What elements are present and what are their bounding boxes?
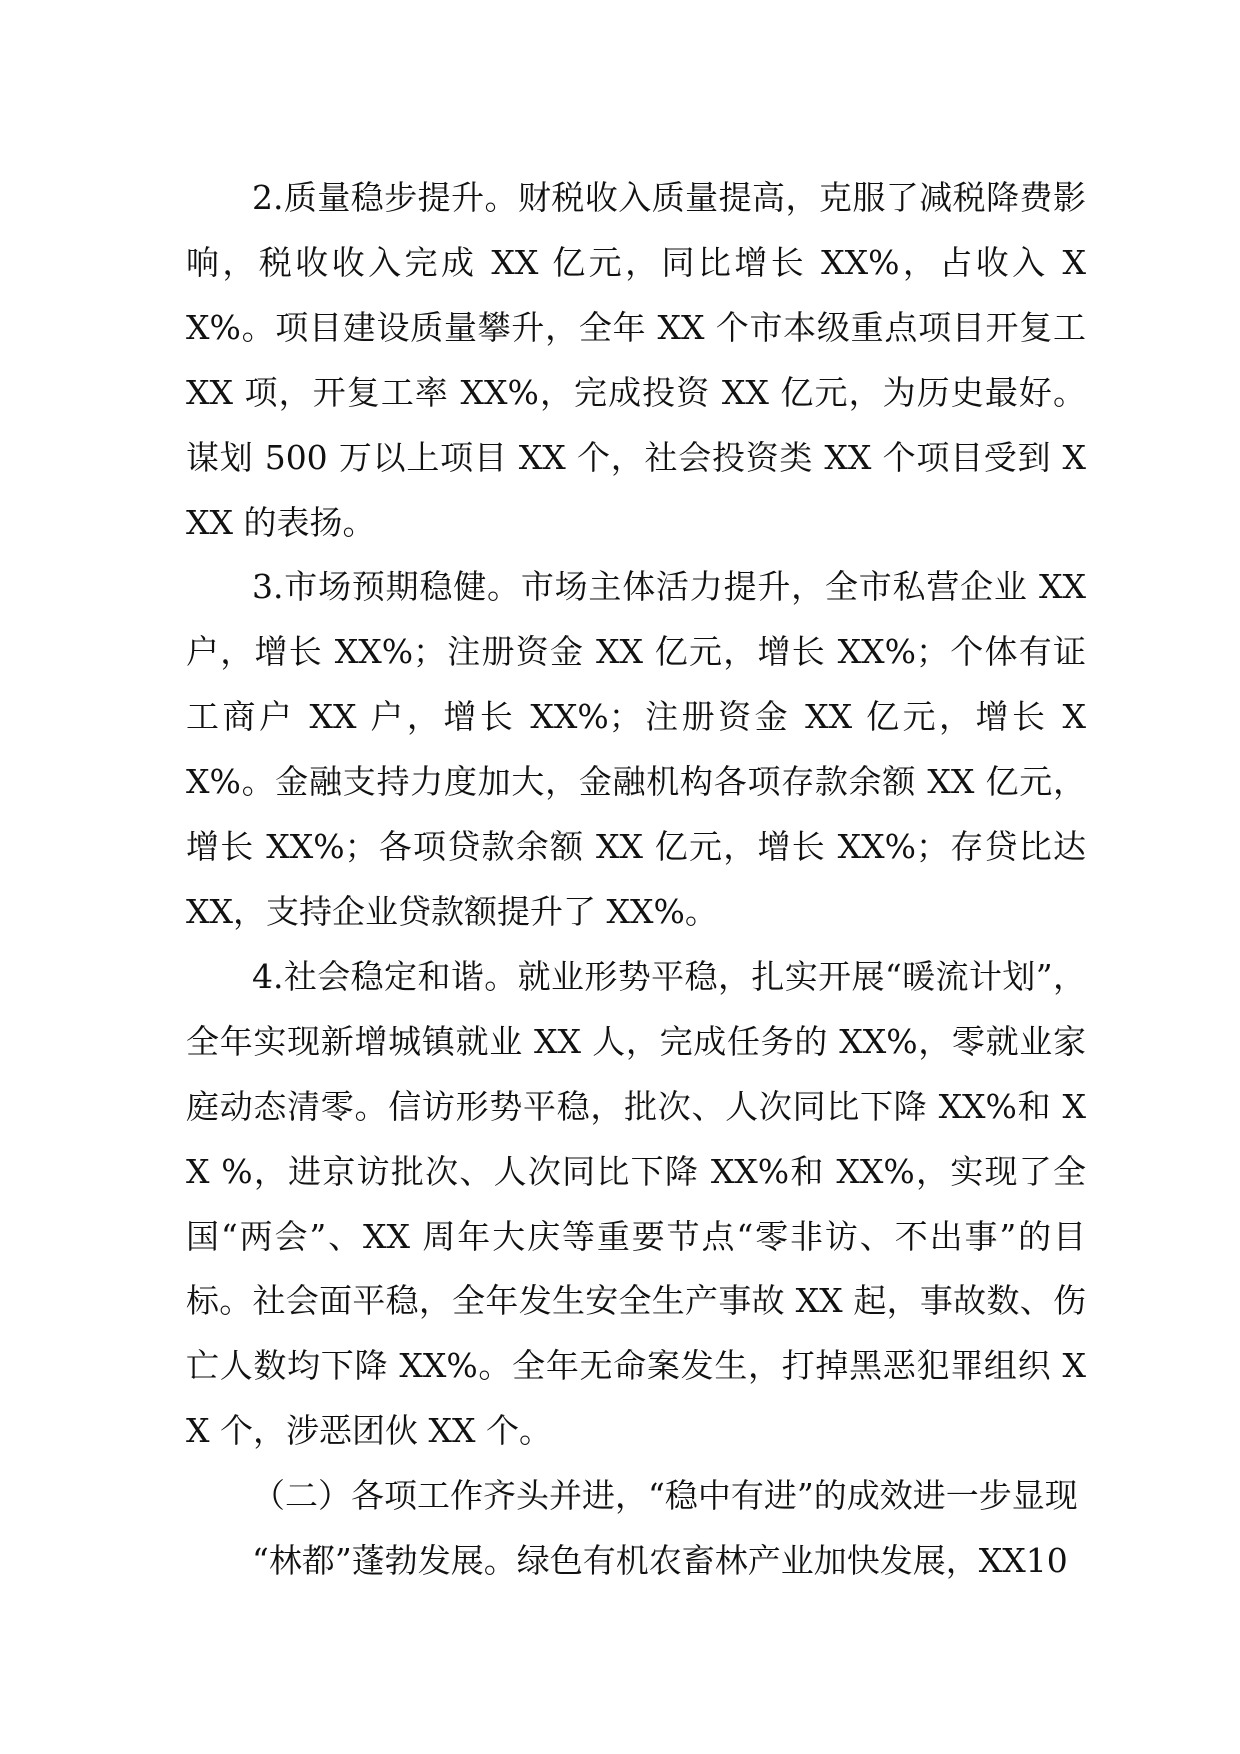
section-heading-progress: （二）各项工作齐头并进，“稳中有进”的成效进一步显现 (252, 1476, 1078, 1516)
paragraph-quality-improvement: 2.质量稳步提升。财税收入质量提高，克服了减税降费影响，税收收入完成 XX 亿元，同比增长 XX%，占收入 XX%。项目建设质量攀升，全年 XX 个市本级重点项目开复工 XX 项，开复工率 XX%，完成投资 XX 亿元，为历史最好。谋划 500 万以上项目 XX 个，社会投资类 XX 个项目受到 XXX 的表扬。 (186, 178, 1086, 542)
document-body (186, 166, 1086, 1594)
paragraph-social-stability: 4.社会稳定和谐。就业形势平稳，扎实开展“暖流计划”，全年实现新增城镇就业 XX 人，完成任务的 XX%，零就业家庭动态清零。信访形势平稳，批次、人次同比下降 XX%和 XX %，进京访批次、人次同比下降 XX%和 XX%，实现了全国“两会”、XX 周年大庆等重要节点“零非访、不出事”的目标。社会面平稳，全年发生安全生产事故 XX 起，事故数、伤亡人数均下降 XX%。全年无命案发生，打掉黑恶犯罪组织 XX 个，涉恶团伙 XX 个。 (186, 956, 1086, 1451)
paragraph-market-expectations: 3.市场预期稳健。市场主体活力提升，全市私营企业 XX 户，增长 XX%；注册资金 XX 亿元，增长 XX%；个体有证工商户 XX 户，增长 XX%；注册资金 XX 亿元，增长 XX%。金融支持力度加大，金融机构各项存款余额 XX 亿元，增长 XX%；各项贷款余额 XX 亿元，增长 XX%；存贷比达 XX，支持企业贷款额提升了 XX%。 (186, 567, 1086, 931)
paragraph-forest-city: “林都”蓬勃发展。绿色有机农畜林产业加快发展，XX10 (252, 1541, 1068, 1581)
